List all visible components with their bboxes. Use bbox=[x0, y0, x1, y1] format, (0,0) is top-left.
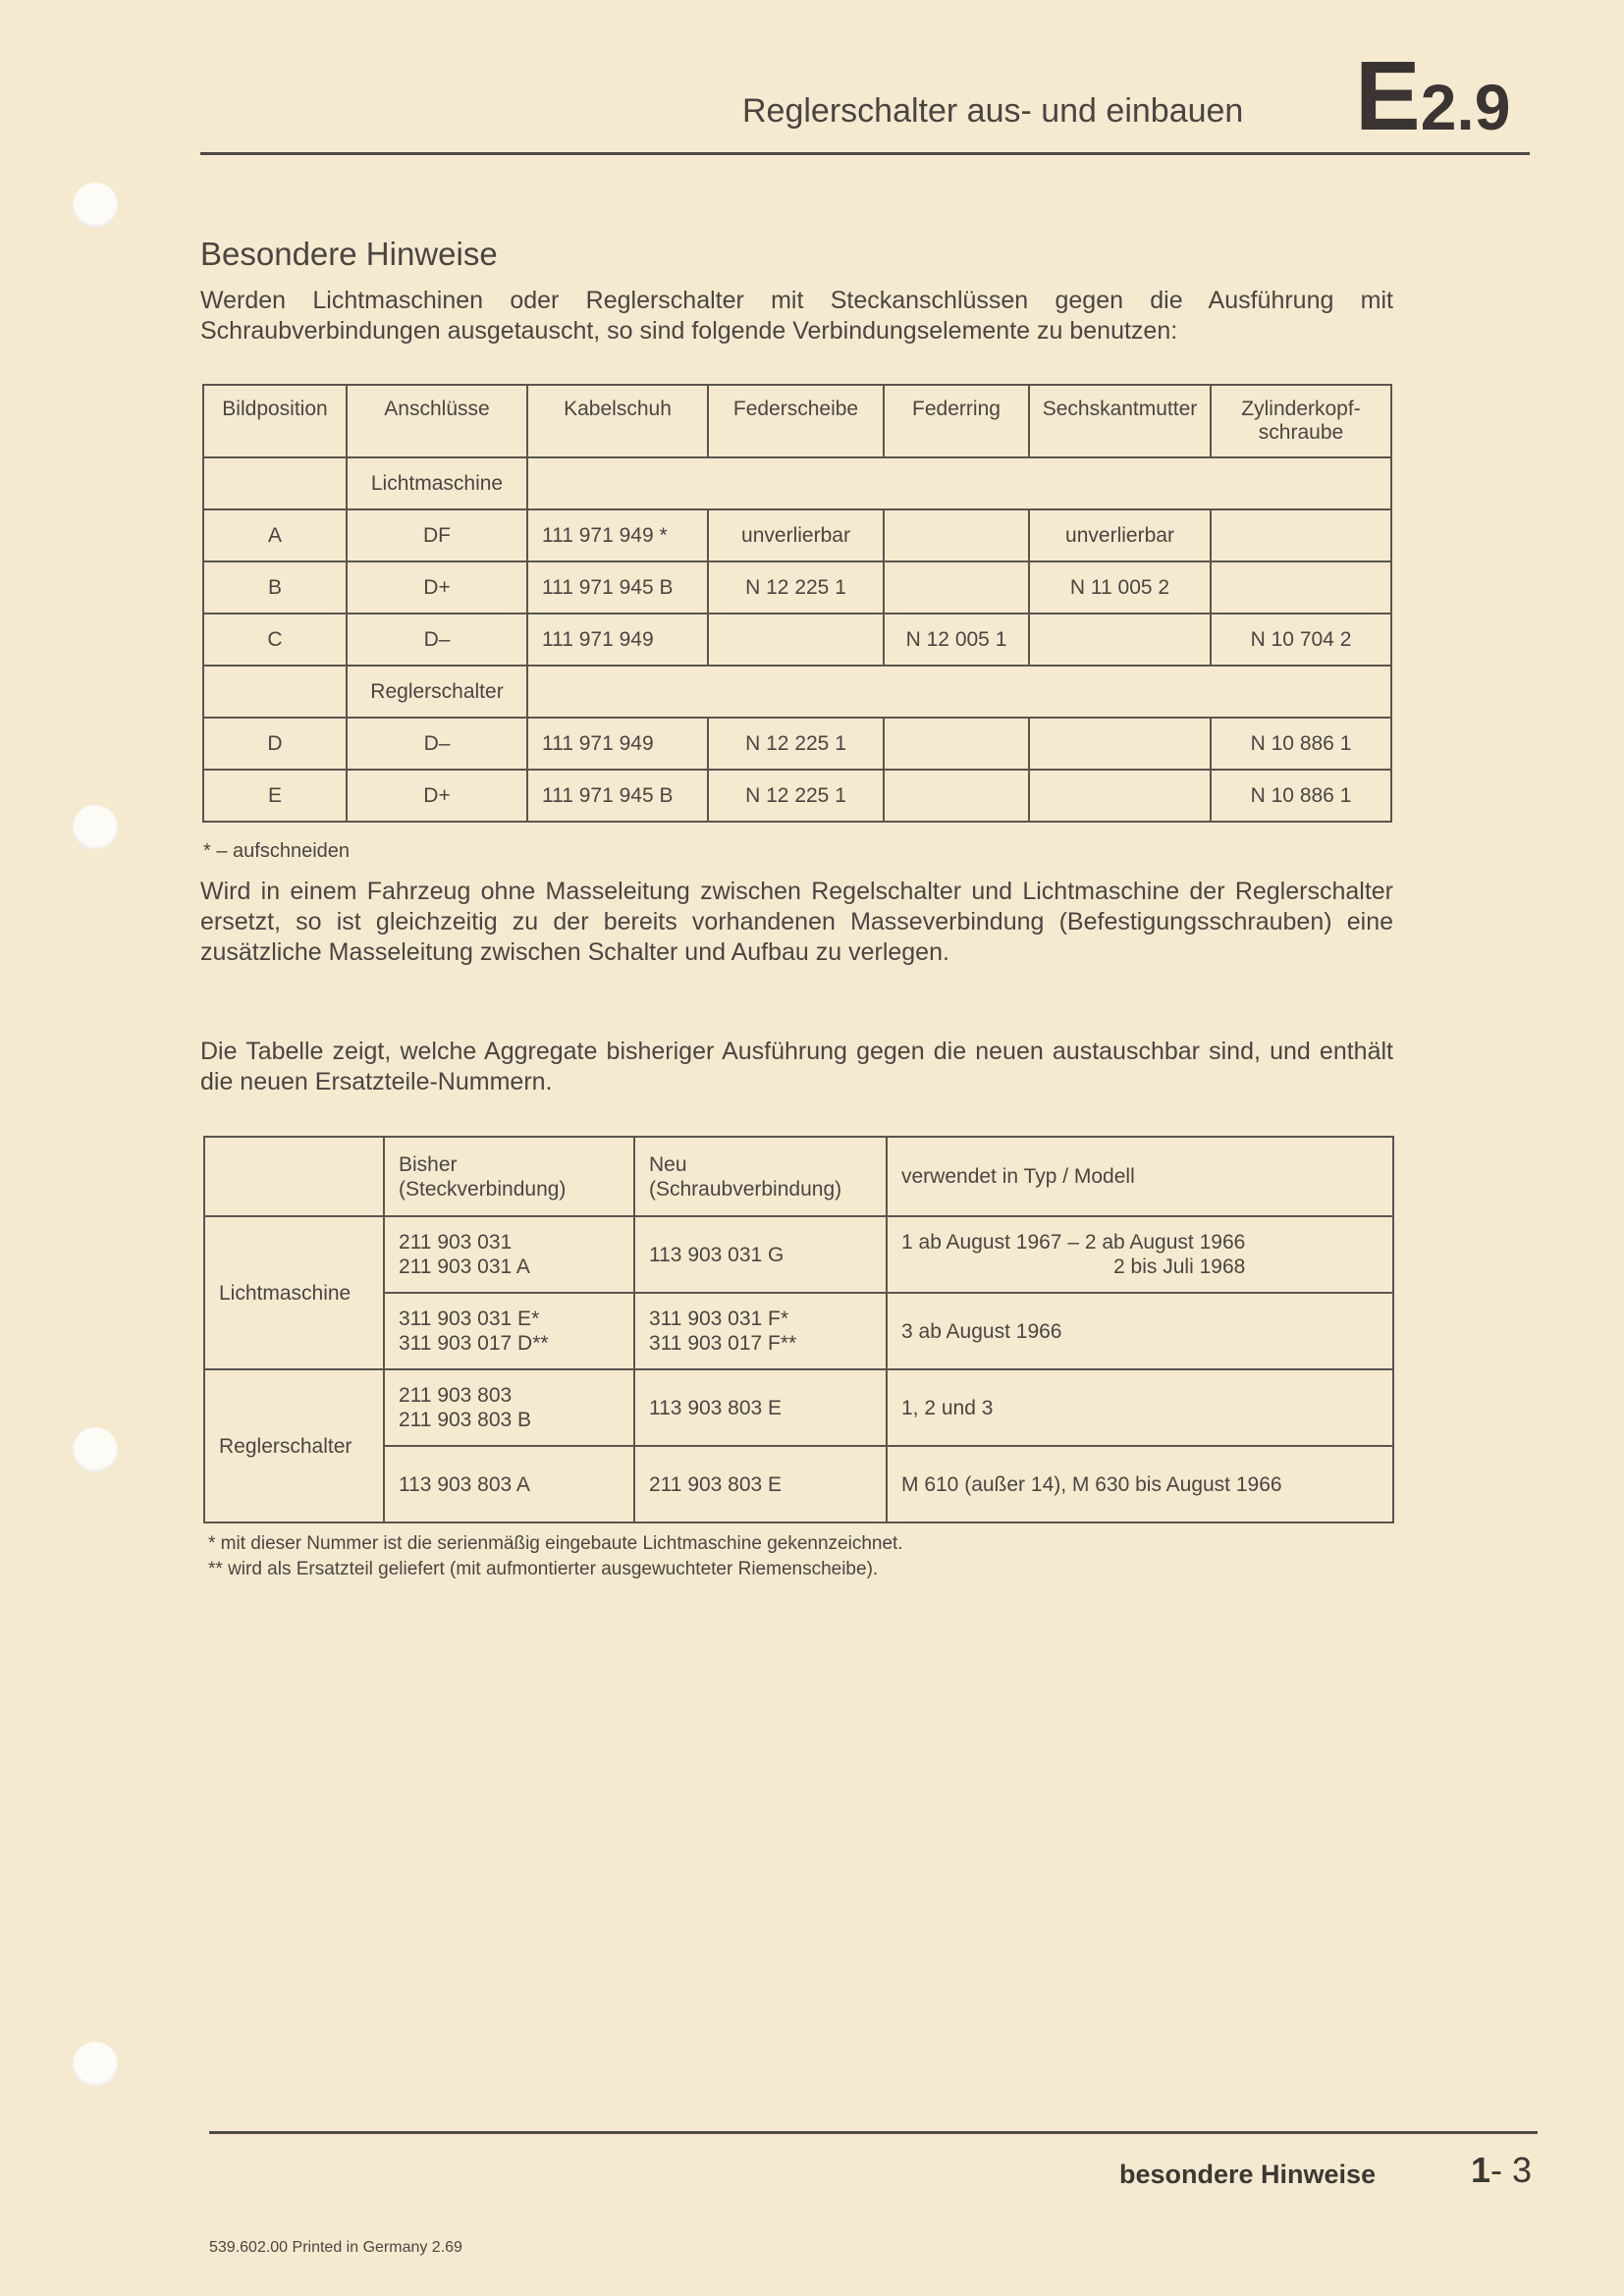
model-text: 1 ab August 1967 – 2 ab August 1966 2 bis Juli 1968 bbox=[901, 1231, 1246, 1278]
table-row bbox=[203, 561, 1391, 614]
column-header: Federscheibe bbox=[708, 385, 884, 457]
cell: N 12 005 1 bbox=[884, 614, 1029, 666]
cell: N 12 225 1 bbox=[708, 561, 884, 614]
punch-hole bbox=[73, 1427, 118, 1472]
cell: N 12 225 1 bbox=[708, 770, 884, 822]
column-header: Anschlüsse bbox=[347, 385, 527, 457]
cell: 311 903 031 F* 311 903 017 F** bbox=[634, 1293, 887, 1369]
intro-paragraph: Werden Lichtmaschinen oder Reglerschalter mit Steckanschlüssen gegen die Ausführung mit Schraubverbindungen ausgetauscht, so sind folgende Verbindungselemente zu benutzen: bbox=[200, 287, 1393, 345]
interchangeable-parts-table bbox=[203, 1136, 1394, 1523]
cell: D bbox=[203, 718, 347, 770]
table-header-row bbox=[203, 385, 1391, 457]
page-major: 1 bbox=[1471, 2150, 1491, 2190]
cell: 211 903 031 211 903 031 A bbox=[384, 1216, 634, 1293]
column-header: Bisher (Steckverbindung) bbox=[384, 1137, 634, 1216]
cell bbox=[1029, 718, 1211, 770]
group-row bbox=[203, 457, 1391, 509]
punch-hole bbox=[73, 183, 118, 228]
cell: N 10 886 1 bbox=[1211, 770, 1391, 822]
cell bbox=[1211, 509, 1391, 561]
cell: 113 903 803 A bbox=[384, 1446, 634, 1522]
cell: 111 971 945 B bbox=[527, 770, 708, 822]
table2-footnote-1: * mit dieser Nummer ist die serienmäßig eingebaute Lichtmaschine gekennzeichnet. bbox=[208, 1533, 903, 1554]
column-header: Federring bbox=[884, 385, 1029, 457]
cell: 111 971 949 bbox=[527, 614, 708, 666]
cell: M 610 (außer 14), M 630 bis August 1966 bbox=[887, 1446, 1393, 1522]
footer-rule bbox=[209, 2131, 1538, 2134]
cell bbox=[884, 561, 1029, 614]
group-row bbox=[203, 666, 1391, 718]
table2-footnote-2: ** wird als Ersatzteil geliefert (mit aufmontierter ausgewuchteter Riemenscheibe). bbox=[208, 1559, 879, 1579]
cell: E bbox=[203, 770, 347, 822]
footer-section-name: besondere Hinweise bbox=[1119, 2160, 1377, 2189]
table-row bbox=[204, 1216, 1393, 1293]
table-row bbox=[203, 614, 1391, 666]
table1-footnote: * – aufschneiden bbox=[203, 840, 351, 862]
cell: 113 903 803 E bbox=[634, 1369, 887, 1446]
punch-hole bbox=[73, 2042, 118, 2087]
column-header: Zylinderkopf-schraube bbox=[1211, 385, 1391, 457]
ground-wire-paragraph: Wird in einem Fahrzeug ohne Masseleitung zwischen Regelschalter und Lichtmaschine der Reglerschalter ersetzt, so ist gleichzeitig zu der bereits vorhandenen Masseverbindung (Befestigungsschrauben) eine zusätzliche Masseleitung zwischen Schalter und Aufbau zu verlegen. bbox=[200, 878, 1393, 966]
cell bbox=[1029, 770, 1211, 822]
cell: 211 903 803 E bbox=[634, 1446, 887, 1522]
column-header: Kabelschuh bbox=[527, 385, 708, 457]
cell: unverlierbar bbox=[708, 509, 884, 561]
cell: D+ bbox=[347, 770, 527, 822]
page-title: Reglerschalter aus- und einbauen bbox=[742, 92, 1244, 130]
table-intro-paragraph: Die Tabelle zeigt, welche Aggregate bisheriger Ausführung gegen die neuen austauschbar sind, und enthält die neuen Ersatzteile-Nummern. bbox=[200, 1038, 1393, 1095]
cell: N 10 704 2 bbox=[1211, 614, 1391, 666]
cell: D– bbox=[347, 718, 527, 770]
cell bbox=[884, 718, 1029, 770]
print-info: 539.602.00 Printed in Germany 2.69 bbox=[209, 2239, 462, 2256]
cell: A bbox=[203, 509, 347, 561]
cell: 1, 2 und 3 bbox=[887, 1369, 1393, 1446]
chapter-code bbox=[1355, 41, 1511, 151]
cell: 111 971 949 * bbox=[527, 509, 708, 561]
table-row bbox=[203, 509, 1391, 561]
cell: 3 ab August 1966 bbox=[887, 1293, 1393, 1369]
cell: N 10 886 1 bbox=[1211, 718, 1391, 770]
column-header: Sechskantmutter bbox=[1029, 385, 1211, 457]
column-header: Neu (Schraubverbindung) bbox=[634, 1137, 887, 1216]
group-label: Reglerschalter bbox=[204, 1369, 384, 1522]
table-header-row bbox=[204, 1137, 1393, 1216]
cell: D– bbox=[347, 614, 527, 666]
chapter-letter: E bbox=[1355, 41, 1421, 151]
cell: N 12 225 1 bbox=[708, 718, 884, 770]
cell bbox=[884, 509, 1029, 561]
cell bbox=[887, 1216, 1393, 1293]
cell bbox=[884, 770, 1029, 822]
cell: 113 903 031 G bbox=[634, 1216, 887, 1293]
cell bbox=[1211, 561, 1391, 614]
group-label: Lichtmaschine bbox=[347, 457, 527, 509]
cell: D+ bbox=[347, 561, 527, 614]
table-row bbox=[203, 718, 1391, 770]
group-label: Reglerschalter bbox=[347, 666, 527, 718]
section-title: Besondere Hinweise bbox=[200, 236, 498, 272]
cell: B bbox=[203, 561, 347, 614]
cell: N 11 005 2 bbox=[1029, 561, 1211, 614]
cell bbox=[708, 614, 884, 666]
page-number bbox=[1471, 2150, 1532, 2191]
cell: 111 971 949 bbox=[527, 718, 708, 770]
column-header bbox=[204, 1137, 384, 1216]
connection-elements-table bbox=[202, 384, 1392, 823]
cell: DF bbox=[347, 509, 527, 561]
header-rule bbox=[200, 152, 1530, 155]
cell: 311 903 031 E* 311 903 017 D** bbox=[384, 1293, 634, 1369]
cell: 111 971 945 B bbox=[527, 561, 708, 614]
column-header: Bildposition bbox=[203, 385, 347, 457]
cell: unverlierbar bbox=[1029, 509, 1211, 561]
cell: C bbox=[203, 614, 347, 666]
table-row bbox=[203, 770, 1391, 822]
cell bbox=[1029, 614, 1211, 666]
page-minor: - 3 bbox=[1490, 2150, 1533, 2190]
group-label: Lichtmaschine bbox=[204, 1216, 384, 1369]
column-header: verwendet in Typ / Modell bbox=[887, 1137, 1393, 1216]
cell: 211 903 803 211 903 803 B bbox=[384, 1369, 634, 1446]
punch-hole bbox=[73, 805, 118, 850]
table-row bbox=[204, 1369, 1393, 1446]
chapter-number: 2.9 bbox=[1420, 71, 1511, 143]
